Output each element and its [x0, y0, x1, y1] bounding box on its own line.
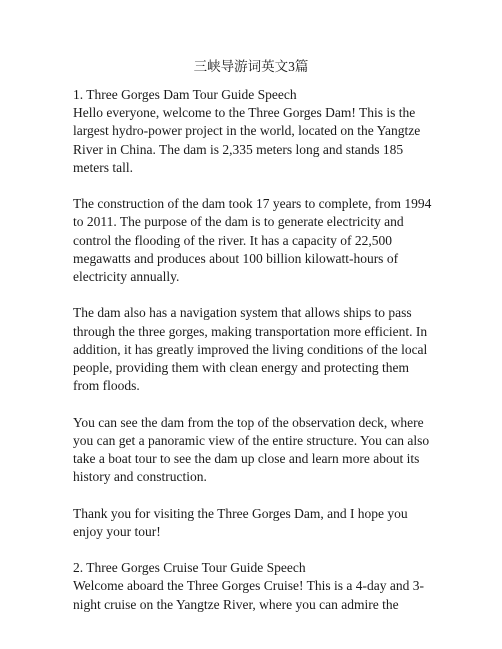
- section-heading-cruise: 2. Three Gorges Cruise Tour Guide Speech: [73, 560, 306, 576]
- document-title: 三峡导游词英文3篇: [193, 59, 309, 74]
- section-heading-dam: 1. Three Gorges Dam Tour Guide Speech: [73, 87, 297, 102]
- section-1-intro: [73, 86, 433, 177]
- paragraph: The dam also has a navigation system that allows ships to pass through the three gorges, making transportation more efficient. In addition, it has greatly improved the living conditions of the local people, providing them with clean energy and protecting them from floods.: [73, 305, 428, 394]
- paragraph: You can see the dam from the top of the observation deck, where you can get a panoramic view of the entire structure. You can also take a boat tour to see the dam up close and learn more about its history and construction.: [73, 414, 430, 485]
- paragraph: Welcome aboard the Three Gorges Cruise! This is a 4-day and 3-night cruise on the Yangtze River, where you can admire the: [73, 578, 424, 612]
- paragraph: Thank you for visiting the Three Gorges Dam, and I hope you enjoy your tour!: [73, 505, 408, 539]
- paragraph: Hello everyone, welcome to the Three Gorges Dam! This is the largest hydro-power project in the world, located on the Yangtze River in China. The dam is 2,335 meters long and stands 185 meters tall.: [73, 105, 421, 175]
- section-2-intro: [73, 559, 433, 614]
- paragraph: The construction of the dam took 17 years to complete, from 1994 to 2011. The purpose of the dam is to generate electricity and control the flooding of the river. It has a capacity of 22,500 megawatts and produces about 100 billion kilowatt-hours of electricity annually.: [73, 196, 432, 285]
- document-body: [73, 86, 433, 632]
